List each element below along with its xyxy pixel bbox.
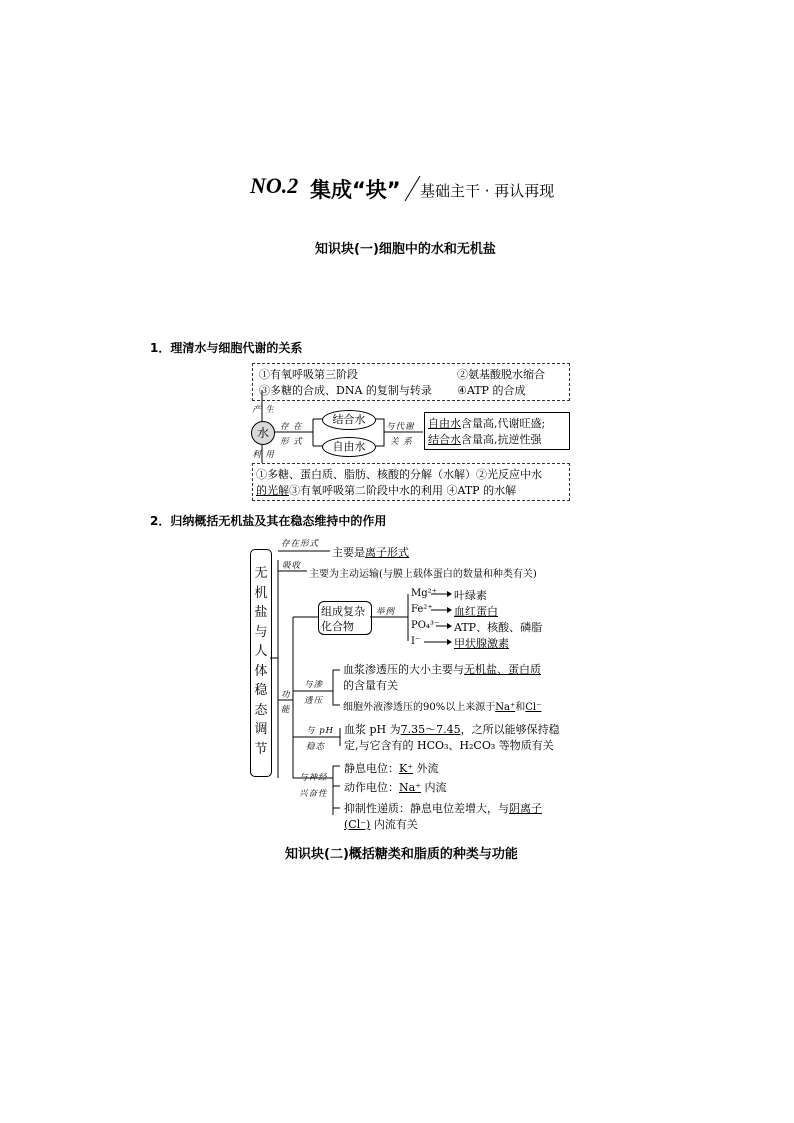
ion-target-thyroid: 甲状腺激素 xyxy=(454,637,509,650)
exist-form-label: 存在形式 xyxy=(281,539,320,549)
ion-i: I⁻ xyxy=(411,636,421,647)
s2-title: 2．归纳概括无机盐及其在稳态维持中的作用 xyxy=(150,514,387,528)
osmotic-line-2: 的含量有关 xyxy=(343,679,398,692)
ion-target-chlorophyll: 叶绿素 xyxy=(454,589,487,602)
inhibitory-line-1: 抑制性递质：静息电位差增大，与阴离子 xyxy=(344,802,542,815)
s1-bottom-line-1: ①多糖、蛋白质、脂肪、核酸的分解（水解）②光反应中水 xyxy=(256,468,542,481)
s1-relation-line-1: 自由水含量高,代谢旺盛; xyxy=(428,417,546,430)
ion-po4: PO₄³⁻ xyxy=(411,620,440,631)
s1-use-label: 利 用 xyxy=(252,450,275,460)
function-label-1: 功 xyxy=(281,690,291,700)
s1-top-b: ②氨基酸脱水缩合 xyxy=(457,368,545,381)
free-water-node: 自由水 xyxy=(322,437,376,457)
resting-potential: 静息电位：K⁺ 外流 xyxy=(344,762,439,775)
exist-form-text: 主要是离子形式 xyxy=(332,546,409,559)
header-number: NO.2 xyxy=(250,173,299,198)
ion-mg: Mg²⁺ xyxy=(411,588,437,599)
osmotic-line-1: 血浆渗透压的大小主要与无机盐、蛋白质 xyxy=(343,663,541,676)
s1-relation-line-2: 结合水含量高,抗逆性强 xyxy=(428,433,542,446)
s1-exist-label-1: 存 在 xyxy=(280,422,303,432)
s1-relation-label-2: 关 系 xyxy=(390,437,413,447)
ion-target-atp: ATP、核酸、磷脂 xyxy=(454,621,543,634)
nerve-label-1: 与神经 xyxy=(299,773,328,783)
ph-label-2: 稳态 xyxy=(306,742,326,752)
osmotic-line-3: 细胞外液渗透压的90%以上来源于Na⁺和Cl⁻ xyxy=(343,702,542,713)
s1-produce-label: 产 生 xyxy=(252,405,275,415)
ph-label-1: 与 pH xyxy=(306,726,335,736)
compound-label-2: 化合物 xyxy=(321,620,354,633)
osmotic-label-1: 与渗 xyxy=(304,680,324,690)
osmotic-label-2: 透压 xyxy=(304,696,324,706)
absorb-label: 吸收 xyxy=(282,561,302,571)
ion-fe: Fe²⁺ xyxy=(411,604,433,615)
bound-water-node: 结合水 xyxy=(322,410,376,430)
ph-line-1: 血浆 pH 为7.35～7.45，之所以能够保持稳 xyxy=(344,723,560,736)
nerve-label-2: 兴奋性 xyxy=(299,789,328,799)
kb2-title: 知识块(二)概括糖类和脂质的种类与功能 xyxy=(285,847,518,862)
s1-top-d: ④ATP 的合成 xyxy=(457,384,526,397)
ph-line-2: 定,与它含有的 HCO₃、H₂CO₃ 等物质有关 xyxy=(344,739,554,752)
absorb-text: 主要为主动运输(与膜上载体蛋白的数量和种类有关) xyxy=(309,569,537,580)
inhibitory-line-2: (Cl⁻) 内流有关 xyxy=(344,818,418,831)
kb1-title: 知识块(一)细胞中的水和无机盐 xyxy=(315,242,496,257)
s1-bottom-line-2: 的光解③有氧呼吸第二阶段中水的利用 ④ATP 的水解 xyxy=(256,484,517,497)
ion-target-hemoglobin: 血红蛋白 xyxy=(454,605,498,618)
water-node: 水 xyxy=(251,421,275,445)
s1-relation-label-1: 与代谢 xyxy=(386,422,415,432)
s1-top-a: ①有氧呼吸第三阶段 xyxy=(259,368,358,381)
s1-exist-label-2: 形 式 xyxy=(280,437,303,447)
s1-title: 1．理清水与细胞代谢的关系 xyxy=(150,341,303,355)
s1-top-c: ③多糖的合成、DNA 的复制与转录 xyxy=(259,384,432,397)
example-label: 举例 xyxy=(376,607,396,617)
action-potential: 动作电位：Na⁺ 内流 xyxy=(344,781,447,794)
header-subtitle: 基础主干 · 再认再现 xyxy=(420,182,555,200)
header-title: 集成“块” xyxy=(310,178,401,202)
compound-label-1: 组成复杂 xyxy=(321,605,365,618)
function-label-2: 能 xyxy=(281,705,291,715)
s2-vertical-title: 无 机 盐 与 人 体 稳 态 调 节 xyxy=(250,549,272,777)
